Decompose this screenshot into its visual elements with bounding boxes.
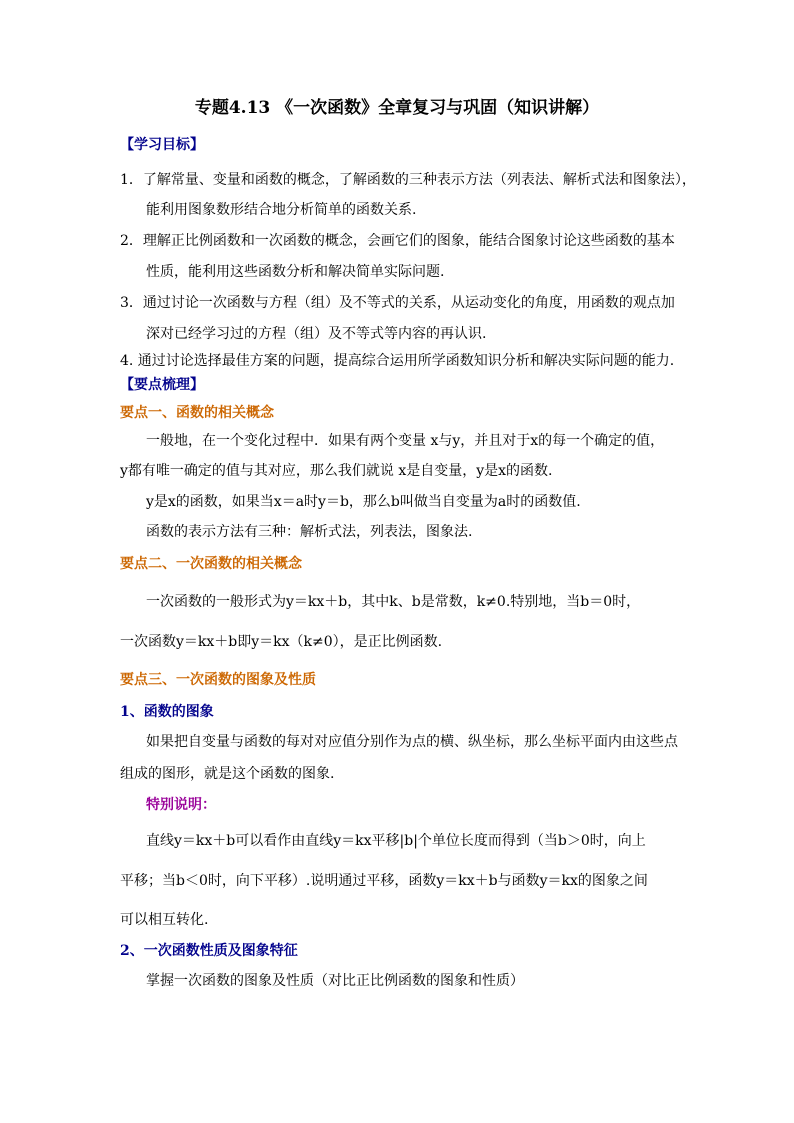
special-note-heading: 特别说明： bbox=[146, 797, 216, 813]
section-objectives-heading: 【学习目标】 bbox=[120, 137, 204, 153]
point-3-heading: 要点三、一次函数的图象及性质 bbox=[120, 672, 316, 688]
point-1-line-3: y是x的函数，如果当x＝a时y＝b，那么b叫做当自变量为a时的函数值. bbox=[146, 494, 581, 510]
point-2-line-1: 一次函数的一般形式为y＝kx＋b，其中k、b是常数，k≠0.特别地，当b＝0时， bbox=[146, 594, 641, 610]
point-1-heading: 要点一、函数的相关概念 bbox=[120, 405, 274, 421]
objective-4: 4. 通过讨论选择最佳方案的问题，提高综合运用所学函数知识分析和解决实际问题的能力. bbox=[120, 353, 675, 369]
objective-3-line-2: 深对已经学习过的方程（组）及不等式等内容的再认识. bbox=[146, 326, 487, 342]
objective-2-line-1: 2．理解正比例函数和一次函数的概念，会画它们的图象，能结合图象讨论这些函数的基本 bbox=[120, 233, 675, 249]
subsection-1-line-1: 如果把自变量与函数的每对对应值分别作为点的横、纵坐标，那么坐标平面内由这些点 bbox=[146, 734, 678, 750]
point-1-line-2: y都有唯一确定的值与其对应，那么我们就说 x是自变量，y是x的函数. bbox=[120, 463, 553, 479]
point-2-heading: 要点二、一次函数的相关概念 bbox=[120, 556, 302, 572]
objective-1-line-2: 能利用图象数形结合地分析简单的函数关系. bbox=[146, 202, 417, 218]
special-note-line-2: 平移；当b＜0时，向下平移）.说明通过平移，函数y＝kx＋b与函数y＝kx的图象之间 bbox=[120, 873, 648, 889]
point-1-line-4: 函数的表示方法有三种：解析式法，列表法，图象法. bbox=[146, 524, 473, 540]
special-note-line-3: 可以相互转化. bbox=[120, 912, 209, 928]
special-note-line-1: 直线y＝kx＋b可以看作由直线y＝kx平移|b|个单位长度而得到（当b＞0时，向上 bbox=[146, 833, 646, 849]
point-1-line-1: 一般地，在一个变化过程中．如果有两个变量 x与y，并且对于x的每一个确定的值， bbox=[146, 433, 665, 449]
objective-1-line-1: 1．了解常量、变量和函数的概念，了解函数的三种表示方法（列表法、解析式法和图象法）， bbox=[120, 172, 696, 188]
subsection-1-line-2: 组成的图形，就是这个函数的图象. bbox=[120, 766, 335, 782]
subsection-2-line-1: 掌握一次函数的图象及性质（对比正比例函数的图象和性质） bbox=[146, 973, 524, 989]
objective-3-line-1: 3．通过讨论一次函数与方程（组）及不等式的关系，从运动变化的角度，用函数的观点加 bbox=[120, 295, 675, 311]
point-2-line-2: 一次函数y＝kx＋b即y＝kx（k≠0），是正比例函数. bbox=[120, 634, 443, 650]
section-points-heading: 【要点梳理】 bbox=[120, 377, 204, 393]
page-title: 专题4.13 《一次函数》全章复习与巩固（知识讲解） bbox=[194, 98, 600, 118]
subsection-1-heading: 1、函数的图象 bbox=[120, 704, 214, 720]
objective-2-line-2: 性质，能利用这些函数分析和解决简单实际问题. bbox=[146, 264, 445, 280]
subsection-2-heading: 2、一次函数性质及图象特征 bbox=[120, 943, 298, 959]
